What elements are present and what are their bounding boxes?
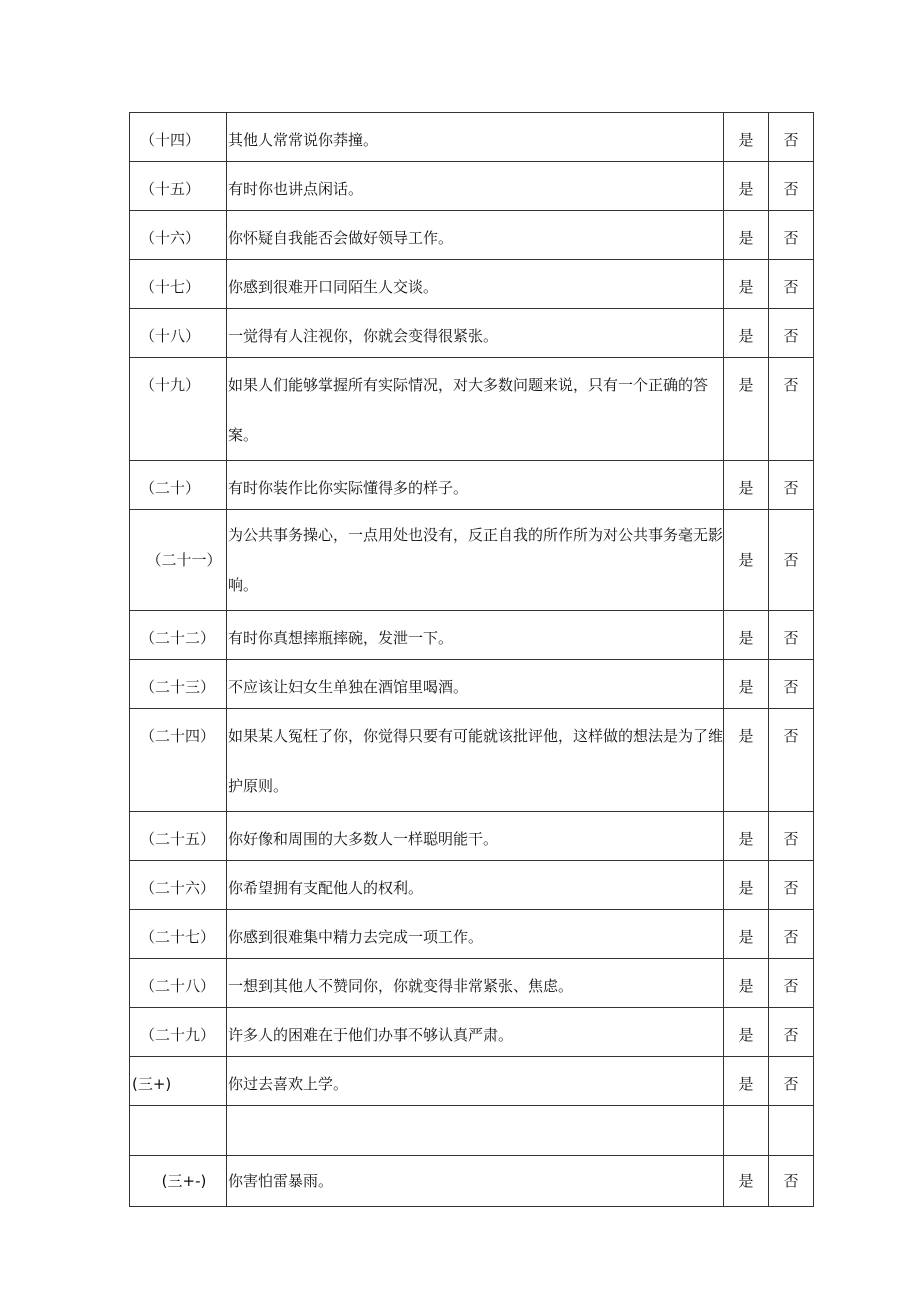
question-number-cell	[130, 113, 227, 162]
question-row	[130, 358, 814, 461]
question-text-cell	[227, 910, 724, 959]
question-text	[228, 1106, 723, 1123]
no-option	[769, 1106, 813, 1123]
question-text: 你感到很难开口同陌生人交谈。	[228, 278, 439, 296]
no-option-cell[interactable]	[769, 162, 814, 211]
no-option-cell[interactable]	[769, 211, 814, 260]
yes-option-cell[interactable]	[724, 211, 769, 260]
question-text: 你好像和周围的大多数人一样聪明能干。	[228, 830, 499, 848]
yes-option[interactable]: 是	[738, 928, 754, 946]
question-number: （二十八）	[140, 977, 216, 995]
question-number-cell	[130, 611, 227, 660]
yes-option[interactable]: 是	[738, 727, 754, 745]
no-option[interactable]: 否	[783, 928, 799, 946]
question-number: （二十一）	[146, 551, 222, 569]
no-option[interactable]: 否	[783, 1075, 799, 1093]
yes-option[interactable]: 是	[738, 327, 754, 345]
no-option[interactable]: 否	[783, 278, 799, 296]
question-text-cell	[227, 260, 724, 309]
question-text-cell	[227, 309, 724, 358]
question-number	[140, 1106, 226, 1123]
question-row	[130, 812, 814, 861]
yes-option-cell[interactable]	[724, 260, 769, 309]
empty-cell	[724, 1106, 769, 1156]
no-option-cell[interactable]	[769, 113, 814, 162]
question-row	[130, 709, 814, 812]
question-text-cell	[227, 611, 724, 660]
yes-option-cell[interactable]	[724, 1008, 769, 1057]
yes-option[interactable]: 是	[738, 879, 754, 897]
question-text: 其他人常常说你莽撞。	[228, 131, 379, 149]
no-option-cell[interactable]	[769, 959, 814, 1008]
question-text-cell	[227, 812, 724, 861]
question-row	[130, 861, 814, 910]
yes-option-cell[interactable]	[724, 113, 769, 162]
no-option-cell[interactable]	[769, 309, 814, 358]
question-text: 你过去喜欢上学。	[228, 1075, 349, 1093]
question-number: （二十七）	[140, 928, 216, 946]
yes-option-cell[interactable]	[724, 309, 769, 358]
question-number: （二十三）	[140, 678, 216, 696]
question-text-cell	[227, 660, 724, 709]
empty-cell	[130, 1106, 227, 1156]
question-number: （十六）	[140, 229, 201, 247]
question-row	[130, 113, 814, 162]
question-number-cell	[130, 660, 227, 709]
question-number-cell	[130, 461, 227, 510]
question-number: （二十四）	[140, 727, 216, 745]
no-option[interactable]: 否	[783, 180, 799, 198]
empty-cell	[769, 1106, 814, 1156]
no-option-cell[interactable]	[769, 812, 814, 861]
question-row	[130, 959, 814, 1008]
question-number: （二十九）	[140, 1026, 216, 1044]
yes-option[interactable]: 是	[738, 180, 754, 198]
question-text: 有时你装作比你实际懂得多的样子。	[228, 479, 469, 497]
question-number-cell	[130, 1057, 227, 1106]
question-text: 一觉得有人注视你，你就会变得很紧张。	[228, 327, 499, 345]
question-number: （十九）	[140, 376, 201, 394]
question-text: 你希望拥有支配他人的权利。	[228, 879, 424, 897]
question-row	[130, 162, 814, 211]
question-text: 许多人的困难在于他们办事不够认真严肃。	[228, 1026, 514, 1044]
question-number: （十五）	[140, 180, 201, 198]
yes-option-cell[interactable]	[724, 910, 769, 959]
questionnaire-table	[129, 112, 814, 1207]
question-row	[130, 461, 814, 510]
question-number: （十八）	[140, 327, 201, 345]
yes-option-cell[interactable]	[724, 812, 769, 861]
no-option-cell[interactable]	[769, 358, 814, 461]
question-row	[130, 910, 814, 959]
question-number-cell	[130, 358, 227, 461]
question-text-cell	[227, 1156, 724, 1207]
yes-option-cell[interactable]	[724, 660, 769, 709]
yes-option-cell[interactable]	[724, 959, 769, 1008]
question-number-cell	[130, 910, 227, 959]
question-text-cell	[227, 461, 724, 510]
question-text-cell	[227, 1057, 724, 1106]
question-row	[130, 260, 814, 309]
question-number-cell	[130, 211, 227, 260]
question-number-cell	[130, 1008, 227, 1057]
yes-option[interactable]: 是	[738, 131, 754, 149]
yes-option[interactable]: 是	[738, 1172, 754, 1190]
question-number-cell	[130, 861, 227, 910]
question-text: 你怀疑自我能否会做好领导工作。	[228, 229, 454, 247]
yes-option-cell[interactable]	[724, 358, 769, 461]
no-option[interactable]: 否	[783, 551, 799, 569]
question-text: 有时你也讲点闲话。	[228, 180, 364, 198]
question-text-cell	[227, 162, 724, 211]
question-row	[130, 510, 814, 611]
question-number: （二十）	[140, 479, 201, 497]
no-option[interactable]: 否	[783, 678, 799, 696]
question-number-cell	[130, 162, 227, 211]
no-option-cell[interactable]	[769, 910, 814, 959]
question-text: 为公共事务操心，一点用处也没有，反正自我的所作所为对公共事务毫无影响。	[228, 526, 724, 594]
question-number: （十七）	[140, 278, 201, 296]
question-text-cell	[227, 358, 724, 461]
yes-option[interactable]: 是	[738, 376, 754, 394]
yes-option[interactable]: 是	[738, 1026, 754, 1044]
question-text-cell	[227, 1008, 724, 1057]
no-option-cell[interactable]	[769, 660, 814, 709]
no-option[interactable]: 否	[783, 376, 799, 394]
yes-option-cell[interactable]	[724, 1156, 769, 1207]
question-text: 一想到其他人不赞同你，你就变得非常紧张、焦虑。	[228, 977, 574, 995]
question-row	[130, 309, 814, 358]
question-number: （十四）	[140, 131, 201, 149]
question-row	[130, 211, 814, 260]
no-option[interactable]: 否	[783, 727, 799, 745]
no-option-cell[interactable]	[769, 260, 814, 309]
question-text: 有时你真想摔瓶摔碗，发泄一下。	[228, 629, 454, 647]
no-option[interactable]: 否	[783, 830, 799, 848]
no-option-cell[interactable]	[769, 1008, 814, 1057]
no-option-cell[interactable]	[769, 611, 814, 660]
question-number-cell	[130, 260, 227, 309]
yes-option[interactable]: 是	[738, 977, 754, 995]
yes-option-cell[interactable]	[724, 611, 769, 660]
question-row	[130, 1156, 814, 1207]
no-option[interactable]: 否	[783, 131, 799, 149]
question-text-cell	[227, 861, 724, 910]
yes-option[interactable]: 是	[738, 830, 754, 848]
no-option-cell[interactable]	[769, 1057, 814, 1106]
yes-option-cell[interactable]	[724, 162, 769, 211]
question-text: 不应该让妇女生单独在酒馆里喝酒。	[228, 678, 469, 696]
no-option-cell[interactable]	[769, 709, 814, 812]
yes-option[interactable]: 是	[738, 1075, 754, 1093]
question-number: (三+)	[132, 1075, 172, 1093]
yes-option[interactable]: 是	[738, 278, 754, 296]
question-text: 你害怕雷暴雨。	[228, 1172, 334, 1190]
no-option[interactable]: 否	[783, 1172, 799, 1190]
no-option-cell[interactable]	[769, 861, 814, 910]
yes-option[interactable]: 是	[738, 551, 754, 569]
question-text-cell	[227, 959, 724, 1008]
question-number: (三+-)	[161, 1172, 207, 1190]
yes-option-cell[interactable]	[724, 1057, 769, 1106]
question-text: 如果某人冤枉了你，你觉得只要有可能就该批评他，这样做的想法是为了维护原则。	[228, 727, 724, 795]
empty-cell	[227, 1106, 724, 1156]
no-option[interactable]: 否	[783, 977, 799, 995]
question-row	[130, 611, 814, 660]
question-number-cell	[130, 709, 227, 812]
yes-option[interactable]: 是	[738, 629, 754, 647]
question-number-cell	[130, 959, 227, 1008]
question-text-cell	[227, 211, 724, 260]
no-option[interactable]: 否	[783, 229, 799, 247]
question-number: （二十二）	[140, 629, 216, 647]
yes-option-cell[interactable]	[724, 510, 769, 611]
no-option[interactable]: 否	[783, 1026, 799, 1044]
question-number: （二十五）	[140, 830, 216, 848]
no-option[interactable]: 否	[783, 629, 799, 647]
yes-option-cell[interactable]	[724, 861, 769, 910]
no-option[interactable]: 否	[783, 479, 799, 497]
question-number-cell	[130, 812, 227, 861]
yes-option[interactable]: 是	[738, 678, 754, 696]
question-text-cell	[227, 113, 724, 162]
question-number-cell	[130, 1156, 227, 1207]
question-number: （二十六）	[140, 879, 216, 897]
question-number-cell	[130, 309, 227, 358]
yes-option	[724, 1106, 768, 1123]
no-option[interactable]: 否	[783, 327, 799, 345]
yes-option[interactable]: 是	[738, 229, 754, 247]
no-option[interactable]: 否	[783, 879, 799, 897]
question-text-cell	[227, 510, 724, 611]
question-number-cell	[130, 510, 227, 611]
yes-option[interactable]: 是	[738, 479, 754, 497]
no-option-cell[interactable]	[769, 1156, 814, 1207]
question-text: 你感到很难集中精力去完成一项工作。	[228, 928, 484, 946]
question-text-cell	[227, 709, 724, 812]
yes-option-cell[interactable]	[724, 461, 769, 510]
question-text: 如果人们能够掌握所有实际情况，对大多数问题来说，只有一个正确的答案。	[228, 376, 709, 444]
question-row	[130, 660, 814, 709]
yes-option-cell[interactable]	[724, 709, 769, 812]
question-row	[130, 1057, 814, 1106]
no-option-cell[interactable]	[769, 510, 814, 611]
question-row	[130, 1008, 814, 1057]
no-option-cell[interactable]	[769, 461, 814, 510]
empty-row	[130, 1106, 814, 1156]
